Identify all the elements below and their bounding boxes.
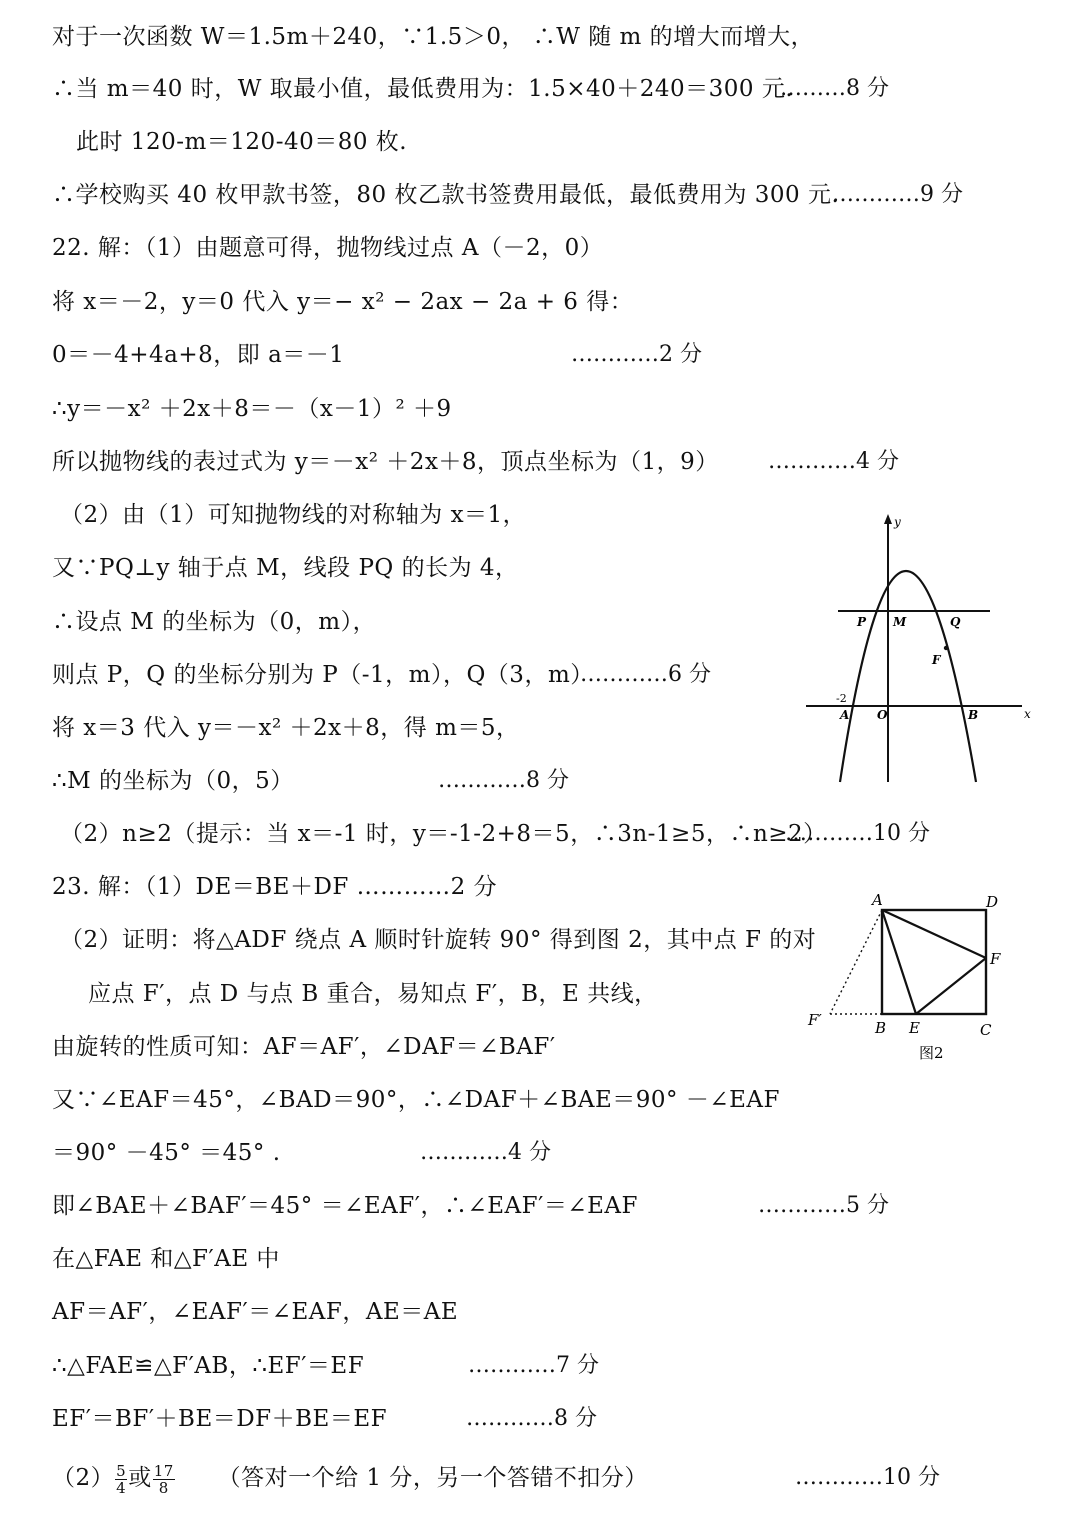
score-line-16: …………10 分 xyxy=(785,821,930,846)
line-12: ∴设点 M 的坐标为（0，m）， xyxy=(52,609,377,635)
score-line-4: …………9 分 xyxy=(832,182,963,207)
label-q: Q xyxy=(950,615,961,629)
line-7: 0＝－4+4a+8，即 a＝－1 xyxy=(52,342,345,368)
line-26: ∴△FAE≌△F′AB，∴EF′＝EF xyxy=(52,1353,365,1379)
line-8: ∴y＝－x² ＋2x＋8＝－（x－1）² ＋9 xyxy=(52,396,452,422)
line-21: 又∵∠EAF＝45°，∠BAD＝90°，∴∠DAF＋∠BAE＝90° －∠EAF xyxy=(52,1087,780,1113)
label-p: P xyxy=(857,615,867,629)
line-13: 则点 P，Q 的坐标分别为 P（-1，m），Q（3，m） xyxy=(52,662,594,688)
point-f xyxy=(944,646,948,650)
label-y: y xyxy=(894,515,901,529)
answer-prefix: （2） xyxy=(52,1465,115,1491)
line-20: 由旋转的性质可知：AF＝AF′，∠DAF＝∠BAF′ xyxy=(52,1034,556,1060)
answer-or: 或 xyxy=(128,1465,152,1491)
segment-ae xyxy=(882,910,916,1014)
line-19: 应点 F′，点 D 与点 B 重合，易知点 F′，B，E 共线， xyxy=(88,981,658,1007)
score-line-28: …………10 分 xyxy=(795,1465,940,1490)
parabola-curve xyxy=(840,571,979,782)
line-24: 在△FAE 和△F′AE 中 xyxy=(52,1246,280,1272)
line-3: 此时 120-m＝120-40＝80 枚. xyxy=(76,129,408,155)
line-2: ∴当 m＝40 时，W 取最小值，最低费用为：1.5×40＋240＝300 元. xyxy=(52,76,794,102)
line-4: ∴学校购买 40 枚甲款书签，80 枚乙款书签费用最低，最低费用为 300 元. xyxy=(52,182,840,208)
score-line-9: …………4 分 xyxy=(768,449,899,474)
label-a: A xyxy=(872,891,883,909)
score-line-27: …………8 分 xyxy=(466,1406,597,1431)
label-f: F xyxy=(932,653,941,667)
label-b: B xyxy=(968,708,979,722)
label-x: x xyxy=(1024,707,1031,721)
score-line-22: …………4 分 xyxy=(420,1140,551,1165)
label-m: M xyxy=(893,615,907,629)
y-axis-arrow xyxy=(884,514,892,524)
line-11: 又∵PQ⊥y 轴于点 M，线段 PQ 的长为 4， xyxy=(52,555,519,581)
line-10: （2）由（1）可知抛物线的对称轴为 x＝1， xyxy=(60,502,527,528)
label-f: F xyxy=(990,950,1001,968)
line-25: AF＝AF′，∠EAF′＝∠EAF，AE＝AE xyxy=(52,1299,459,1325)
line-23: 即∠BAE＋∠BAF′＝45° ＝∠EAF′，∴∠EAF′＝∠EAF xyxy=(52,1193,638,1219)
fraction-5-4: $\frac{5}{4}$ xyxy=(116,1461,127,1497)
line-15: ∴M 的坐标为（0，5） xyxy=(52,768,294,794)
segment-af-prime xyxy=(830,910,882,1014)
label-a: A xyxy=(840,708,850,722)
line-5: 22. 解：（1）由题意可得，抛物线过点 A（－2，0） xyxy=(52,235,604,261)
line-22: ＝90° －45° ＝45° . xyxy=(52,1140,281,1166)
line-17: 23. 解：（1）DE＝BE＋DF …………2 分 xyxy=(52,874,498,900)
line-14: 将 x＝3 代入 y＝－x² ＋2x＋8，得 m＝5， xyxy=(52,715,520,741)
segment-ef xyxy=(916,958,986,1014)
label-c: C xyxy=(980,1021,992,1039)
line-9: 所以抛物线的表过式为 y＝－x² ＋2x＋8，顶点坐标为（1，9） xyxy=(52,449,719,475)
line-6: 将 x＝－2，y＝0 代入 y＝− x² − 2ax − 2a + 6 得： xyxy=(52,289,634,315)
label-neg2: -2 xyxy=(836,692,847,705)
fraction-17-8: $\frac{17}{8}$ xyxy=(153,1461,174,1497)
score-line-2: ………8 分 xyxy=(780,76,889,101)
line-27: EF′＝BF′＋BE＝DF＋BE＝EF xyxy=(52,1406,388,1432)
label-f-prime: F′ xyxy=(808,1011,822,1029)
score-line-7: …………2 分 xyxy=(571,342,702,367)
score-line-13: …………6 分 xyxy=(580,662,711,687)
score-line-23: …………5 分 xyxy=(758,1193,889,1218)
score-line-26: …………7 分 xyxy=(468,1353,599,1378)
figure-caption: 图2 xyxy=(919,1044,944,1062)
line-16: （2）n≥2（提示：当 x＝-1 时，y＝-1-2+8＝5，∴3n-1≥5，∴n≥2） xyxy=(60,821,827,847)
segment-af xyxy=(882,910,986,958)
parabola-figure xyxy=(800,510,1040,785)
label-b: B xyxy=(875,1019,887,1037)
answer-note: （答对一个给 1 分，另一个答错不扣分） xyxy=(217,1465,648,1491)
line-18: （2）证明：将△ADF 绕点 A 顺时针旋转 90° 得到图 2，其中点 F 的对 xyxy=(60,927,817,953)
score-line-15: …………8 分 xyxy=(438,768,569,793)
square-figure xyxy=(800,885,1020,1070)
line-28 xyxy=(52,1458,648,1498)
line-1: 对于一次函数 W＝1.5m＋240，∵1.5＞0， ∴W 随 m 的增大而增大， xyxy=(52,24,815,50)
label-e: E xyxy=(909,1019,920,1037)
label-o: O xyxy=(877,708,888,722)
label-d: D xyxy=(986,893,999,911)
